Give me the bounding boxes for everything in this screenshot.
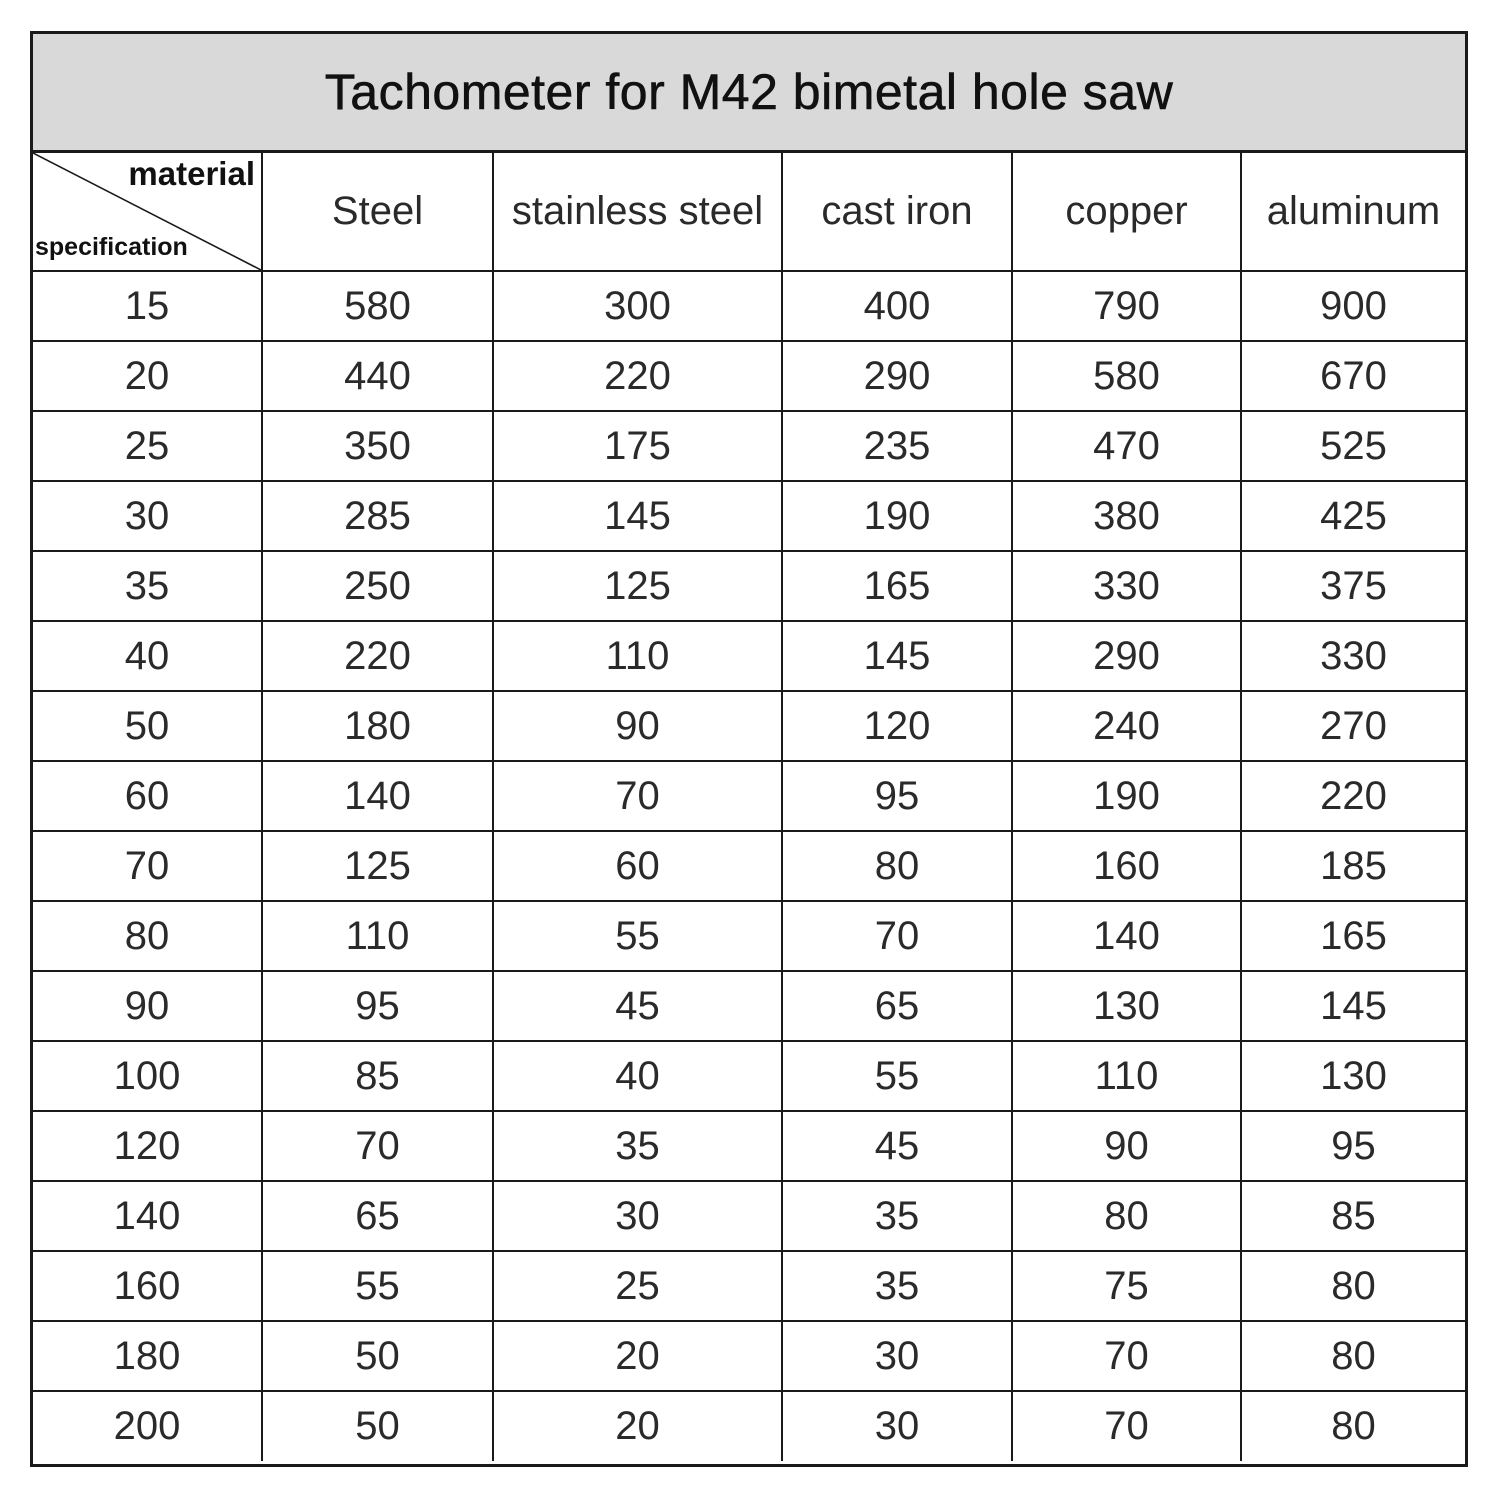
speed-value-cell: 70	[782, 901, 1012, 971]
speed-value-cell: 95	[1241, 1111, 1465, 1181]
specification-axis-label: specification	[35, 233, 188, 261]
specification-cell: 100	[33, 1041, 262, 1111]
table-row	[33, 831, 1465, 901]
table-row	[33, 1321, 1465, 1391]
specification-cell: 15	[33, 271, 262, 341]
speed-value-cell: 220	[262, 621, 493, 691]
speed-value-cell: 470	[1012, 411, 1241, 481]
specification-cell: 30	[33, 481, 262, 551]
speed-value-cell: 300	[493, 271, 782, 341]
speed-value-cell: 220	[1241, 761, 1465, 831]
speed-value-cell: 95	[262, 971, 493, 1041]
speed-value-cell: 125	[262, 831, 493, 901]
speed-value-cell: 160	[1012, 831, 1241, 901]
table-row	[33, 621, 1465, 691]
speed-value-cell: 130	[1012, 971, 1241, 1041]
speed-value-cell: 580	[1012, 341, 1241, 411]
speed-value-cell: 285	[262, 481, 493, 551]
speed-value-cell: 380	[1012, 481, 1241, 551]
speed-value-cell: 90	[1012, 1111, 1241, 1181]
specification-cell: 35	[33, 551, 262, 621]
speed-value-cell: 140	[1012, 901, 1241, 971]
speed-value-cell: 175	[493, 411, 782, 481]
table-row	[33, 691, 1465, 761]
speed-value-cell: 70	[1012, 1321, 1241, 1391]
speed-value-cell: 40	[493, 1041, 782, 1111]
speed-value-cell: 30	[493, 1181, 782, 1251]
speed-value-cell: 35	[782, 1181, 1012, 1251]
speed-value-cell: 30	[782, 1391, 1012, 1461]
speed-value-cell: 270	[1241, 691, 1465, 761]
table-row	[33, 971, 1465, 1041]
speed-value-cell: 165	[1241, 901, 1465, 971]
specification-cell: 200	[33, 1391, 262, 1461]
speed-value-cell: 50	[262, 1321, 493, 1391]
speed-value-cell: 70	[1012, 1391, 1241, 1461]
speed-value-cell: 35	[782, 1251, 1012, 1321]
speed-value-cell: 80	[1241, 1391, 1465, 1461]
speed-table-sheet	[30, 31, 1468, 1467]
speed-value-cell: 50	[262, 1391, 493, 1461]
specification-cell: 160	[33, 1251, 262, 1321]
speed-value-cell: 90	[493, 691, 782, 761]
speed-value-cell: 110	[493, 621, 782, 691]
speed-value-cell: 110	[1012, 1041, 1241, 1111]
material-axis-label: material	[128, 155, 255, 192]
speed-value-cell: 25	[493, 1251, 782, 1321]
speed-value-cell: 55	[782, 1041, 1012, 1111]
table-row	[33, 1181, 1465, 1251]
speed-value-cell: 80	[1012, 1181, 1241, 1251]
specification-cell: 40	[33, 621, 262, 691]
specification-cell: 180	[33, 1321, 262, 1391]
speed-value-cell: 35	[493, 1111, 782, 1181]
speed-value-cell: 525	[1241, 411, 1465, 481]
speed-value-cell: 45	[493, 971, 782, 1041]
speed-value-cell: 290	[782, 341, 1012, 411]
speed-value-cell: 80	[782, 831, 1012, 901]
table-row	[33, 271, 1465, 341]
speed-value-cell: 670	[1241, 341, 1465, 411]
speed-value-cell: 790	[1012, 271, 1241, 341]
speed-value-cell: 400	[782, 271, 1012, 341]
speed-value-cell: 20	[493, 1391, 782, 1461]
speed-value-cell: 190	[782, 481, 1012, 551]
specification-cell: 140	[33, 1181, 262, 1251]
speed-value-cell: 290	[1012, 621, 1241, 691]
table-body	[33, 153, 1465, 1461]
table-row	[33, 901, 1465, 971]
speed-value-cell: 55	[493, 901, 782, 971]
speed-value-cell: 185	[1241, 831, 1465, 901]
speed-value-cell: 65	[262, 1181, 493, 1251]
speed-value-cell: 110	[262, 901, 493, 971]
speed-value-cell: 220	[493, 341, 782, 411]
specification-cell: 120	[33, 1111, 262, 1181]
table-row	[33, 1251, 1465, 1321]
speed-value-cell: 80	[1241, 1251, 1465, 1321]
speed-value-cell: 250	[262, 551, 493, 621]
speed-value-cell: 30	[782, 1321, 1012, 1391]
table-title: Tachometer for M42 bimetal hole saw	[324, 64, 1174, 120]
table-row	[33, 1391, 1465, 1461]
speed-value-cell: 80	[1241, 1321, 1465, 1391]
corner-header-cell	[33, 153, 262, 271]
speed-value-cell: 190	[1012, 761, 1241, 831]
speed-value-cell: 425	[1241, 481, 1465, 551]
specification-cell: 50	[33, 691, 262, 761]
column-header-cast-iron: cast iron	[782, 153, 1012, 271]
specification-cell: 80	[33, 901, 262, 971]
speed-table	[33, 153, 1465, 1461]
table-row	[33, 1041, 1465, 1111]
speed-value-cell: 70	[262, 1111, 493, 1181]
speed-value-cell: 180	[262, 691, 493, 761]
speed-value-cell: 85	[1241, 1181, 1465, 1251]
speed-value-cell: 20	[493, 1321, 782, 1391]
speed-value-cell: 120	[782, 691, 1012, 761]
speed-value-cell: 375	[1241, 551, 1465, 621]
column-header-aluminum: aluminum	[1241, 153, 1465, 271]
table-row	[33, 341, 1465, 411]
column-header-steel: Steel	[262, 153, 493, 271]
speed-value-cell: 145	[1241, 971, 1465, 1041]
speed-value-cell: 240	[1012, 691, 1241, 761]
column-header-stainless-steel: stainless steel	[493, 153, 782, 271]
speed-value-cell: 45	[782, 1111, 1012, 1181]
speed-value-cell: 75	[1012, 1251, 1241, 1321]
specification-cell: 90	[33, 971, 262, 1041]
speed-value-cell: 55	[262, 1251, 493, 1321]
speed-value-cell: 130	[1241, 1041, 1465, 1111]
table-title-bar	[33, 34, 1465, 153]
column-header-copper: copper	[1012, 153, 1241, 271]
speed-value-cell: 140	[262, 761, 493, 831]
specification-cell: 25	[33, 411, 262, 481]
table-row	[33, 1111, 1465, 1181]
table-row	[33, 761, 1465, 831]
specification-cell: 70	[33, 831, 262, 901]
table-row	[33, 481, 1465, 551]
speed-value-cell: 125	[493, 551, 782, 621]
speed-value-cell: 95	[782, 761, 1012, 831]
speed-value-cell: 145	[782, 621, 1012, 691]
table-row	[33, 411, 1465, 481]
speed-value-cell: 235	[782, 411, 1012, 481]
speed-value-cell: 580	[262, 271, 493, 341]
specification-cell: 20	[33, 341, 262, 411]
speed-value-cell: 900	[1241, 271, 1465, 341]
table-row	[33, 551, 1465, 621]
speed-value-cell: 330	[1241, 621, 1465, 691]
speed-value-cell: 440	[262, 341, 493, 411]
speed-value-cell: 350	[262, 411, 493, 481]
speed-value-cell: 60	[493, 831, 782, 901]
speed-value-cell: 330	[1012, 551, 1241, 621]
specification-cell: 60	[33, 761, 262, 831]
speed-value-cell: 70	[493, 761, 782, 831]
speed-value-cell: 65	[782, 971, 1012, 1041]
header-row	[33, 153, 1465, 271]
speed-value-cell: 145	[493, 481, 782, 551]
speed-value-cell: 85	[262, 1041, 493, 1111]
speed-value-cell: 165	[782, 551, 1012, 621]
